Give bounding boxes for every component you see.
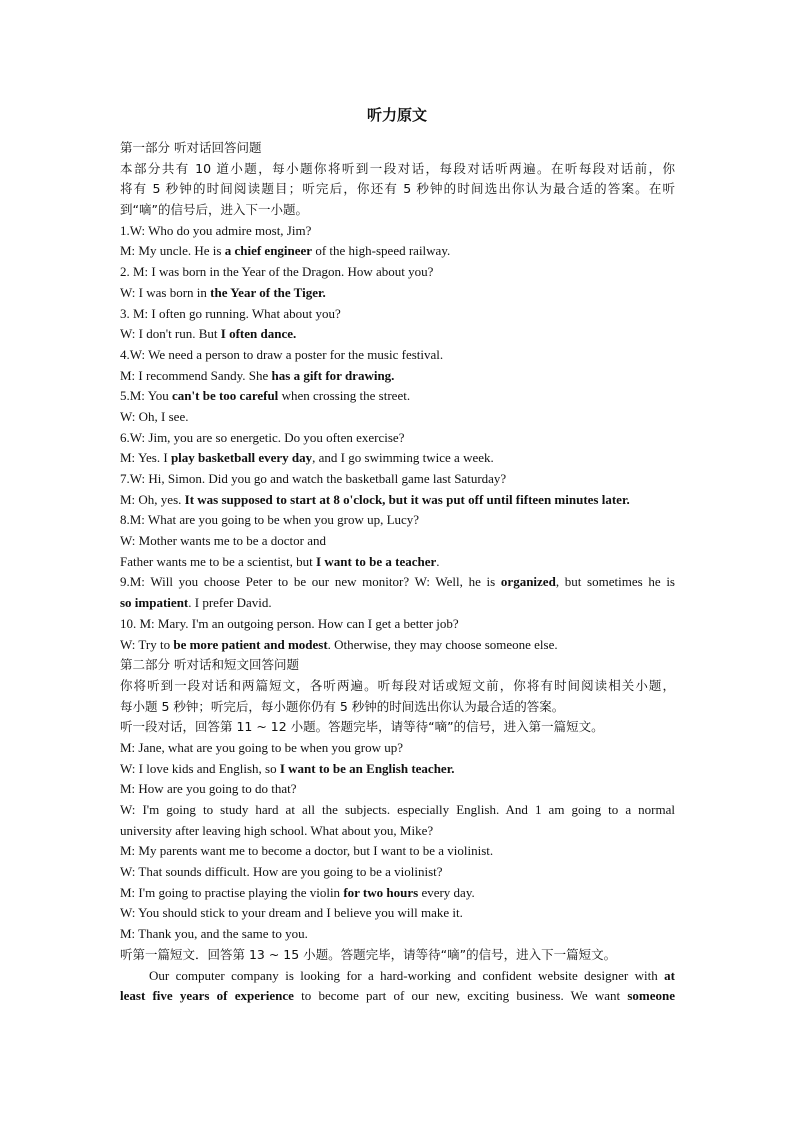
text-line (120, 738, 675, 759)
text-line (120, 821, 675, 842)
text-line (120, 241, 675, 262)
text-segment: 你将听到一段对话和两篇短文，各听两遍。听每段对话或短文前，你将有时间阅读相关小题， (120, 677, 675, 693)
text-segment: W: I was born in (120, 284, 211, 300)
text-line (120, 159, 675, 180)
bold-text-segment: someone (627, 988, 675, 1004)
bold-text-segment: the Year of the Tiger. (210, 284, 326, 300)
text-segment: 到“嘀”的信号后，进入下一小题。 (120, 202, 308, 218)
bold-text-segment: It was supposed to start at 8 o'clock, but it was put off until fifteen minutes later. (184, 491, 630, 507)
text-segment: M: Thank you, and the same to you. (120, 926, 308, 942)
text-line (120, 552, 675, 573)
text-line (120, 779, 675, 800)
text-line (120, 324, 675, 345)
text-line (120, 717, 675, 738)
bold-text-segment: at (664, 967, 675, 983)
text-segment: W: I love kids and English, so (120, 760, 280, 776)
text-segment: M: I recommend Sandy. She (120, 367, 272, 383)
text-segment: 3. M: I often go running. What about you? (120, 305, 341, 321)
bold-text-segment: so impatient (120, 595, 189, 611)
text-line (120, 138, 675, 159)
bold-text-segment: a chief engineer (224, 243, 313, 259)
text-line (120, 490, 675, 511)
text-segment: 6.W: Jim, you are so energetic. Do you often exercise? (120, 429, 405, 445)
text-segment: M: My parents want me to become a doctor, but I want to be a violinist. (120, 843, 494, 859)
text-line (120, 531, 675, 552)
bold-text-segment: organized (500, 574, 556, 590)
text-line (120, 366, 675, 387)
bold-text-segment: play basketball every day (170, 450, 313, 466)
text-line (120, 448, 675, 469)
text-line (120, 841, 675, 862)
bold-text-segment: be more patient and modest (173, 636, 328, 652)
text-line (120, 283, 675, 304)
text-segment: every day. (418, 884, 475, 900)
bold-text-segment: has a gift for drawing. (271, 367, 395, 383)
text-segment: W: Try to (120, 636, 174, 652)
text-segment: to become part of our new, exciting business. We want (293, 988, 628, 1004)
text-line (120, 572, 675, 593)
text-segment: 8.M: What are you going to be when you grow up, Lucy? (120, 512, 420, 528)
bold-text-segment: I often dance. (220, 326, 297, 342)
text-line (120, 862, 675, 883)
text-line (120, 428, 675, 449)
text-segment: W: Oh, I see. (120, 408, 189, 424)
text-segment: when crossing the street. (278, 388, 411, 404)
bold-text-segment: for two hours (343, 884, 419, 900)
text-segment: . Otherwise, they may choose someone else. (327, 636, 558, 652)
text-segment: 第一部分 听对话回答问题 (120, 140, 262, 155)
text-segment: M: Jane, what are you going to be when you grow up? (120, 739, 404, 755)
text-segment: W: You should stick to your dream and I believe you will make it. (120, 905, 463, 921)
text-line (120, 759, 675, 780)
text-segment: 4.W: We need a person to draw a poster for the music festival. (120, 346, 444, 362)
text-line (120, 407, 675, 428)
text-segment: , but sometimes he is (555, 574, 675, 590)
text-line (120, 614, 675, 635)
text-segment: 2. M: I was born in the Year of the Dragon. How about you? (120, 264, 434, 280)
text-segment: W: Mother wants me to be a doctor and (120, 533, 327, 549)
text-line (120, 883, 675, 904)
text-segment: 7.W: Hi, Simon. Did you go and watch the basketball game last Saturday? (120, 471, 507, 486)
text-line (120, 903, 675, 924)
document-title: 听力原文 (366, 108, 427, 124)
text-line (120, 386, 675, 407)
text-segment: . I prefer David. (188, 595, 272, 611)
text-line (120, 945, 675, 966)
text-segment: 1.W: Who do you admire most, Jim? (120, 222, 312, 238)
text-segment: 5.M: You (120, 388, 173, 404)
text-segment: W: I'm going to study hard at all the subjects. especially English. And 1 am going to a normal (120, 802, 675, 817)
text-segment: 本部分共有 10 道小题，每小题你将听到一段对话，每段对话听两遍。在听每段对话前，你 (120, 160, 675, 176)
text-line (120, 966, 675, 987)
bold-text-segment: I want to be an English teacher. (279, 760, 455, 776)
text-segment: 第二部分 听对话和短文回答问题 (120, 657, 299, 673)
transcript-body (120, 138, 675, 1007)
text-segment: M: Yes. I (120, 450, 171, 466)
text-line (120, 800, 675, 821)
text-segment: M: How are you going to do that? (120, 781, 297, 797)
text-segment: 听一段对话，回答第 11 ~ 12 小题。答题完毕，请等待“嘀”的信号，进入第一篇短文。 (120, 719, 604, 735)
text-segment: , and I go swimming twice a week. (312, 450, 494, 466)
text-line (120, 179, 675, 200)
text-line (120, 304, 675, 325)
text-segment: Father wants me to be a scientist, but (120, 553, 317, 569)
text-segment: Our computer company is looking for a hard-working and confident website designer with (149, 967, 665, 983)
text-segment: 9.M: Will you choose Peter to be our new monitor? W: Well, he is (120, 574, 501, 590)
text-line (120, 345, 675, 366)
text-segment: 听第一篇短文．回答第 13 ~ 15 小题。答题完毕，请等待“嘀”的信号，进入下一篇短文。 (120, 946, 617, 962)
text-line (120, 924, 675, 945)
text-segment: 将有 5 秒钟的时间阅读题目；听完后，你还有 5 秒钟的时间选出你认为最合适的答案。在听 (120, 181, 675, 197)
text-segment: M: My uncle. He is (120, 243, 225, 259)
text-line (120, 262, 675, 283)
text-line (120, 469, 675, 490)
text-line (120, 676, 675, 697)
text-line (120, 635, 675, 656)
text-line (120, 697, 675, 718)
text-segment: M: Oh, yes. (120, 491, 185, 507)
text-line (120, 655, 675, 676)
text-segment: M: I'm going to practise playing the violin (120, 884, 344, 900)
text-segment: W: That sounds difficult. How are you going to be a violinist? (120, 864, 443, 880)
text-line (120, 221, 675, 242)
text-segment: university after leaving high school. What about you, Mike? (120, 822, 434, 838)
bold-text-segment: can't be too careful (172, 388, 279, 404)
text-line (120, 510, 675, 531)
text-line (120, 593, 675, 614)
bold-text-segment: I want to be a teacher (316, 553, 437, 569)
bold-text-segment: least five years of experience (120, 988, 294, 1004)
text-segment: 10. M: Mary. I'm an outgoing person. How can I get a better job? (120, 615, 459, 631)
text-segment: W: I don't run. But (120, 326, 221, 342)
text-segment: of the high-speed railway. (312, 243, 451, 259)
text-segment: 每小题 5 秒钟；听完后，每小题你仍有 5 秒钟的时间选出你认为最合适的答案。 (120, 698, 565, 714)
text-line (120, 200, 675, 221)
text-line (120, 986, 675, 1007)
text-segment: . (436, 553, 440, 569)
